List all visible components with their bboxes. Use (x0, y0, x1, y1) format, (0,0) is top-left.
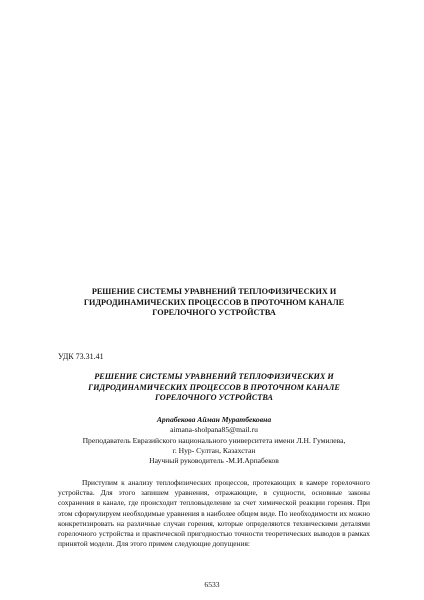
author-block (58, 415, 370, 466)
page-number: 6533 (204, 580, 220, 589)
abstract-paragraph: Приступим к анализу теплофизических процессов, протекающих в камере горелочного устройства. Для этого запишем уравнения, отражающие, в сущности, основные законы сохранения в канале, где происходит тепловыделение за счет химической реакции горения. При этом сформулируем необходимые уравнения в наиболее общем виде. По необходимости их можно конкретизировать на различные случаи горения, которые определяются техническими деталями горелочного устройства и практической пригодностью точности теоретических выводов в рамках принятой модели. Для этого примем следующие допущения: (58, 478, 370, 549)
author-city: г. Нур- Султан, Казахстан (172, 445, 256, 455)
udk-code: УДК 73.31.41 (58, 352, 104, 361)
paper-title: РЕШЕНИЕ СИСТЕМЫ УРАВНЕНИЙ ТЕПЛОФИЗИЧЕСКИХ И ГИДРОДИНАМИЧЕСКИХ ПРОЦЕССОВ В ПРОТОЧНОМ КАНАЛЕ ГОРЕЛОЧНОГО УСТРОЙСТВА (88, 372, 340, 402)
header-title: РЕШЕНИЕ СИСТЕМЫ УРАВНЕНИЙ ТЕПЛОФИЗИЧЕСКИХ И ГИДРОДИНАМИЧЕСКИХ ПРОЦЕССОВ В ПРОТОЧНОМ КАНАЛЕ ГОРЕЛОЧНОГО УСТРОЙСТВА (83, 287, 345, 317)
supervisor: Научный руководитель -М.И.Арпабеков (149, 456, 279, 466)
author-email: aimana-sholpana85@mail.ru (170, 425, 258, 435)
author-name: Арпабекова Айман Муратбековна (156, 415, 272, 424)
author-position: Преподаватель Евразийского национального университета имени Л.Н. Гумилева, (82, 435, 346, 445)
